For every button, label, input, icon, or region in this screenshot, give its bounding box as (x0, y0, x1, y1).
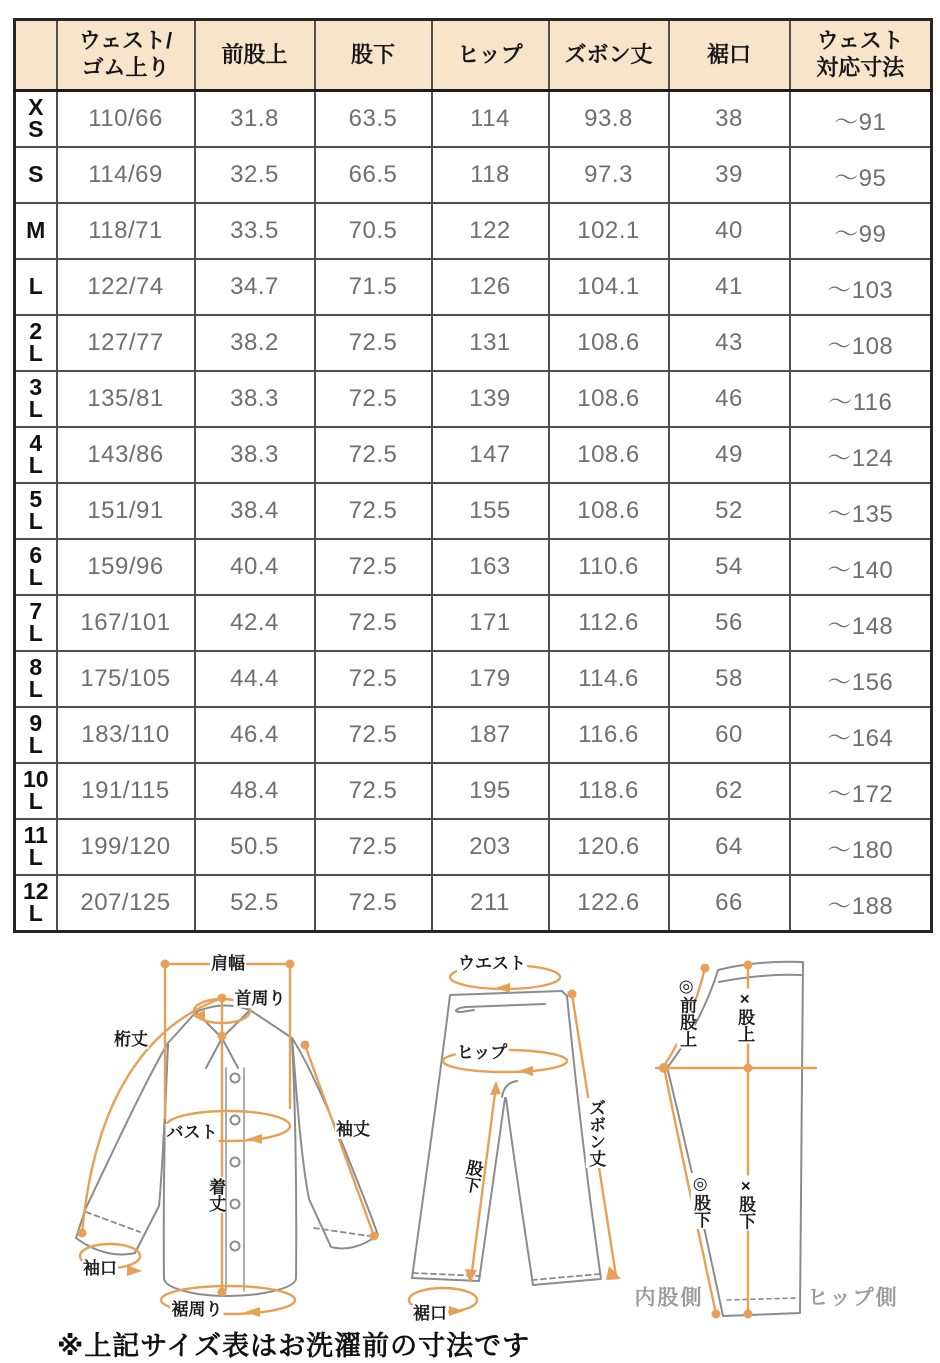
size-value: 72.5 (315, 539, 432, 595)
size-value: 104.1 (549, 259, 669, 315)
size-value: 72.5 (315, 483, 432, 539)
size-value: 102.1 (549, 203, 669, 259)
corner-cell (15, 20, 57, 91)
size-value: 〜108 (790, 315, 932, 371)
size-value: 〜135 (790, 483, 932, 539)
size-value: 195 (432, 763, 549, 819)
size-value: 64 (669, 819, 790, 875)
size-value: 49 (669, 427, 790, 483)
size-value: 72.5 (315, 427, 432, 483)
size-value: 72.5 (315, 315, 432, 371)
size-value: 118/71 (57, 203, 195, 259)
size-label: 7 L (15, 595, 57, 651)
size-value: 122/74 (57, 259, 195, 315)
size-label: 6 L (15, 539, 57, 595)
size-value: 43 (669, 315, 790, 371)
size-value: 66 (669, 875, 790, 932)
size-row (15, 203, 932, 259)
size-value: 114/69 (57, 147, 195, 203)
size-value: 155 (432, 483, 549, 539)
side-front-rise-label: ◎前股上 (677, 976, 697, 1048)
shirt-sleeve-from-center-label: 桁丈 (114, 1029, 148, 1049)
size-value: 175/105 (57, 651, 195, 707)
shirt-body-length-label: 着丈 (206, 1178, 226, 1212)
size-value: 38.3 (195, 427, 315, 483)
size-row (15, 539, 932, 595)
size-value: 〜188 (790, 875, 932, 932)
size-value: 40.4 (195, 539, 315, 595)
size-value: 31.8 (195, 91, 315, 148)
column-header: ヒップ (432, 20, 549, 91)
size-value: 〜99 (790, 203, 932, 259)
measurement-diagram-svg (0, 948, 940, 1328)
size-row (15, 259, 932, 315)
pants-front-outline (412, 991, 601, 1285)
size-row (15, 875, 932, 932)
size-value: 72.5 (315, 707, 432, 763)
size-value: 41 (669, 259, 790, 315)
size-label: X S (15, 91, 57, 148)
size-value: 110/66 (57, 91, 195, 148)
shirt-neck-label: 首周り (234, 988, 286, 1008)
column-header: 前股上 (195, 20, 315, 91)
size-value: 120.6 (549, 819, 669, 875)
size-value: 46 (669, 371, 790, 427)
size-value: 72.5 (315, 763, 432, 819)
size-value: 33.5 (195, 203, 315, 259)
size-value: 147 (432, 427, 549, 483)
size-value: 38.3 (195, 371, 315, 427)
size-value: 112.6 (549, 595, 669, 651)
size-label: 4 L (15, 427, 57, 483)
size-value: 108.6 (549, 371, 669, 427)
side-inseam-a-label: ◎股下 (691, 1174, 711, 1228)
size-label: S (15, 147, 57, 203)
size-value: 〜140 (790, 539, 932, 595)
shirt-bust-label: バスト (166, 1122, 218, 1142)
size-value: 116.6 (549, 707, 669, 763)
size-value: 72.5 (315, 875, 432, 932)
size-label: 3 L (15, 371, 57, 427)
size-value: 39 (669, 147, 790, 203)
size-value: 〜124 (790, 427, 932, 483)
size-value: 〜156 (790, 651, 932, 707)
size-value: 207/125 (57, 875, 195, 932)
size-value: 〜180 (790, 819, 932, 875)
pants-length-label: ズボン丈 (586, 1099, 606, 1167)
pre-wash-note: ※上記サイズ表はお洗濯前の寸法です (57, 1331, 531, 1361)
size-value: 63.5 (315, 91, 432, 148)
size-value: 108.6 (549, 483, 669, 539)
size-value: 60 (669, 707, 790, 763)
size-value: 122 (432, 203, 549, 259)
size-row (15, 147, 932, 203)
pants-inseam-label: 股下 (459, 1157, 484, 1195)
size-value: 151/91 (57, 483, 195, 539)
size-table-head-row (15, 20, 932, 91)
size-row (15, 315, 932, 371)
size-value: 66.5 (315, 147, 432, 203)
side-inseam-b-label: ×股下 (736, 1176, 756, 1230)
size-label: L (15, 259, 57, 315)
size-value: 70.5 (315, 203, 432, 259)
size-value: 203 (432, 819, 549, 875)
size-row (15, 651, 932, 707)
size-value: 72.5 (315, 651, 432, 707)
size-value: 118 (432, 147, 549, 203)
size-value: 52.5 (195, 875, 315, 932)
size-value: 114.6 (549, 651, 669, 707)
size-value: 183/110 (57, 707, 195, 763)
size-value: 58 (669, 651, 790, 707)
size-value: 54 (669, 539, 790, 595)
hip-side-label: ヒップ側 (807, 1286, 899, 1310)
size-value: 187 (432, 707, 549, 763)
inner-side-label: 内股側 (634, 1286, 704, 1310)
size-value: 50.5 (195, 819, 315, 875)
size-table-head (15, 20, 932, 91)
size-label: 12 L (15, 875, 57, 932)
size-value: 72.5 (315, 819, 432, 875)
size-value: 42.4 (195, 595, 315, 651)
shirt-sleeve-length-label: 袖丈 (336, 1119, 370, 1139)
size-value: 71.5 (315, 259, 432, 315)
size-value: 72.5 (315, 371, 432, 427)
size-value: 108.6 (549, 315, 669, 371)
size-value: 110.6 (549, 539, 669, 595)
size-value: 97.3 (549, 147, 669, 203)
size-row (15, 91, 932, 148)
shirt-shoulder-width-label: 肩幅 (211, 953, 245, 973)
pants-waist-label: ウエスト (458, 953, 526, 973)
size-table (13, 18, 933, 933)
size-value: 72.5 (315, 595, 432, 651)
size-value: 〜164 (790, 707, 932, 763)
size-row (15, 707, 932, 763)
size-value: 191/115 (57, 763, 195, 819)
size-value: 131 (432, 315, 549, 371)
size-value: 199/120 (57, 819, 195, 875)
column-header: 裾口 (669, 20, 790, 91)
size-label: 10 L (15, 763, 57, 819)
size-value: 32.5 (195, 147, 315, 203)
size-value: 93.8 (549, 91, 669, 148)
size-value: 〜91 (790, 91, 932, 148)
size-value: 122.6 (549, 875, 669, 932)
column-header: ウェスト/ ゴム上り (57, 20, 195, 91)
size-value: 48.4 (195, 763, 315, 819)
size-row (15, 595, 932, 651)
size-value: 〜116 (790, 371, 932, 427)
size-value: 135/81 (57, 371, 195, 427)
size-value: 40 (669, 203, 790, 259)
size-label: 2 L (15, 315, 57, 371)
size-value: 211 (432, 875, 549, 932)
measurement-diagrams (0, 948, 940, 1328)
size-value: 163 (432, 539, 549, 595)
size-value: 56 (669, 595, 790, 651)
size-value: 139 (432, 371, 549, 427)
size-value: 114 (432, 91, 549, 148)
size-value: 62 (669, 763, 790, 819)
pants-hip-label: ヒップ (456, 1042, 508, 1062)
size-value: 〜103 (790, 259, 932, 315)
size-value: 52 (669, 483, 790, 539)
size-value: 171 (432, 595, 549, 651)
size-label: 11 L (15, 819, 57, 875)
size-row (15, 763, 932, 819)
size-row (15, 483, 932, 539)
size-label: 9 L (15, 707, 57, 763)
size-value: 179 (432, 651, 549, 707)
pants-hem-label: 裾口 (413, 1303, 447, 1323)
shirt-cuff-label: 袖口 (83, 1258, 117, 1278)
size-table-body (15, 91, 932, 932)
size-value: 〜148 (790, 595, 932, 651)
column-header: ウェスト 対応寸法 (790, 20, 932, 91)
size-label: M (15, 203, 57, 259)
size-value: 46.4 (195, 707, 315, 763)
size-value: 159/96 (57, 539, 195, 595)
size-value: 38 (669, 91, 790, 148)
size-row (15, 427, 932, 483)
side-rise-label: ×股上 (735, 989, 755, 1043)
size-value: 127/77 (57, 315, 195, 371)
size-value: 〜95 (790, 147, 932, 203)
size-label: 8 L (15, 651, 57, 707)
size-label: 5 L (15, 483, 57, 539)
size-value: 38.2 (195, 315, 315, 371)
size-value: 44.4 (195, 651, 315, 707)
size-value: 〜172 (790, 763, 932, 819)
size-value: 126 (432, 259, 549, 315)
size-row (15, 819, 932, 875)
size-value: 108.6 (549, 427, 669, 483)
size-value: 38.4 (195, 483, 315, 539)
size-value: 167/101 (57, 595, 195, 651)
column-header: 股下 (315, 20, 432, 91)
size-row (15, 371, 932, 427)
size-value: 34.7 (195, 259, 315, 315)
size-value: 143/86 (57, 427, 195, 483)
size-value: 118.6 (549, 763, 669, 819)
shirt-hem-around-label: 裾周り (171, 1299, 223, 1319)
column-header: ズボン丈 (549, 20, 669, 91)
